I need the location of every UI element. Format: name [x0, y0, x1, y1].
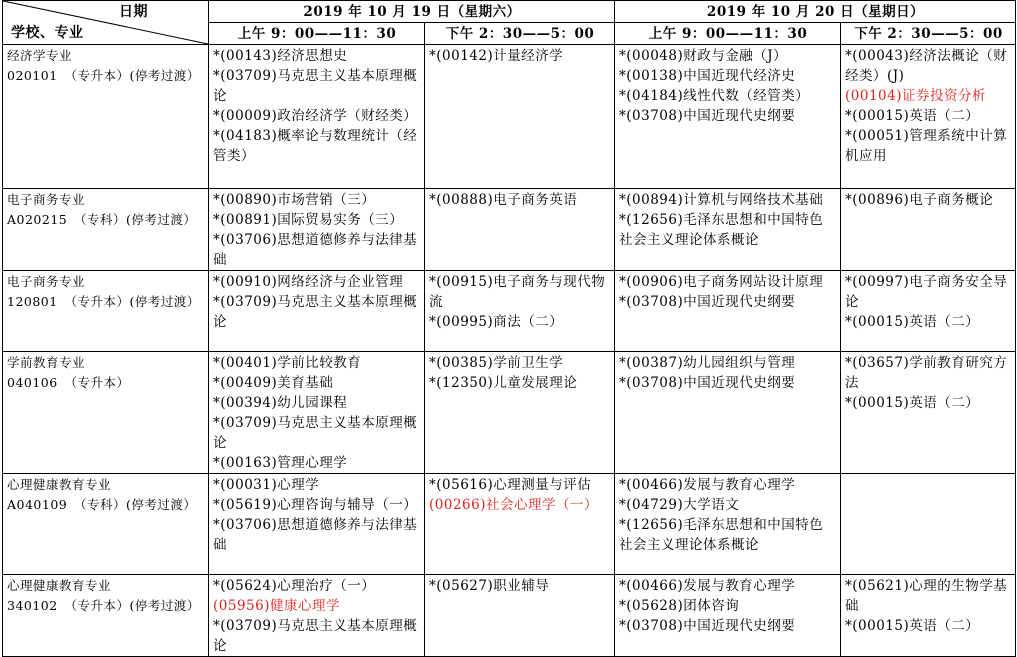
course-item: *(00387)幼儿园组织与管理	[619, 355, 796, 371]
day2-am-courses-cell	[615, 352, 841, 474]
day2-pm-courses-cell	[841, 575, 1016, 657]
course-item: *(00142)计量经济学	[429, 48, 564, 64]
course-item: *(03709)马克思主义基本原理概论	[213, 68, 418, 104]
course-item: *(04183)概率论与数理统计（经管类）	[213, 128, 418, 164]
course-item: *(03708)中国近现代史纲要	[619, 108, 796, 124]
major-name: 学前教育专业	[7, 355, 86, 370]
course-item: *(00031)心理学	[213, 477, 320, 493]
course-item: *(04184)线性代数（经管类）	[619, 88, 810, 104]
course-item: *(03708)中国近现代史纲要	[619, 294, 796, 310]
day1-pm-session-header: 下午 2：30——5：00	[425, 23, 615, 45]
course-item: *(00043)经济法概论（财经类）(J)	[845, 48, 1008, 84]
day1-am-courses-cell	[209, 575, 425, 657]
day2-am-courses-cell	[615, 575, 841, 657]
course-item: *(00906)电子商务网站设计原理	[619, 274, 824, 290]
course-item: *(03709)马克思主义基本原理概论	[213, 294, 418, 330]
major-cell	[3, 271, 209, 352]
course-item: *(12350)儿童发展理论	[429, 375, 578, 391]
day2-pm-courses-cell	[841, 189, 1016, 271]
day1-pm-courses-cell	[425, 189, 615, 271]
day2-pm-courses-cell	[841, 352, 1016, 474]
day1-am-courses-cell	[209, 271, 425, 352]
major-cell	[3, 189, 209, 271]
day1-pm-courses-cell	[425, 45, 615, 189]
course-item: *(00995)商法（二）	[429, 314, 564, 330]
day1-pm-courses-cell	[425, 352, 615, 474]
course-item: *(00015)英语（二）	[845, 618, 980, 634]
course-item: *(05616)心理测量与评估	[429, 477, 592, 493]
course-item: *(05628)团体咨询	[619, 598, 740, 614]
course-item: *(00051)管理系统中计算机应用	[845, 128, 1008, 164]
table-row	[3, 352, 1016, 474]
day1-am-courses-cell	[209, 189, 425, 271]
day1-am-courses-cell	[209, 474, 425, 575]
major-name: 经济学专业	[7, 48, 73, 63]
major-code: A040109 （专科）(停考过渡）	[7, 497, 197, 512]
major-code: 120801 （专升本）(停考过渡）	[7, 294, 200, 309]
course-item: *(00015)英语（二）	[845, 108, 980, 124]
table-row	[3, 189, 1016, 271]
course-item: (00104)证券投资分析	[845, 88, 986, 104]
course-item: *(00997)电子商务安全导论	[845, 274, 1008, 310]
major-code: 040106 （专升本）	[7, 375, 130, 390]
course-item: *(00163)管理心理学	[213, 455, 348, 471]
day2-header: 2019 年 10 月 20 日（星期日）	[615, 1, 1016, 23]
course-item: *(12656)毛泽东思想和中国特色社会主义理论体系概论	[619, 212, 824, 248]
course-item: *(05624)心理治疗（一）	[213, 578, 376, 594]
major-name: 心理健康教育专业	[7, 477, 112, 492]
course-item: *(05619)心理咨询与辅导（一）	[213, 497, 418, 513]
course-item: *(00048)财政与金融（J）	[619, 48, 788, 64]
major-code: 020101 （专升本）(停考过渡）	[7, 68, 200, 83]
course-item: *(03709)马克思主义基本原理概论	[213, 618, 418, 654]
course-item: *(03708)中国近现代史纲要	[619, 618, 796, 634]
major-cell	[3, 575, 209, 657]
day1-pm-courses-cell	[425, 575, 615, 657]
course-item: *(00894)计算机与网络技术基础	[619, 192, 824, 208]
course-item: *(00015)英语（二）	[845, 395, 980, 411]
table-row	[3, 45, 1016, 189]
course-item: (00266)社会心理学（一）	[429, 497, 598, 513]
major-cell	[3, 45, 209, 189]
table-row	[3, 575, 1016, 657]
course-item: *(00466)发展与教育心理学	[619, 578, 796, 594]
course-item: *(05621)心理的生物学基础	[845, 578, 1008, 614]
course-item: *(03709)马克思主义基本原理概论	[213, 415, 418, 451]
course-item: *(03708)中国近现代史纲要	[619, 375, 796, 391]
course-item: *(00896)电子商务概论	[845, 192, 994, 208]
day1-am-courses-cell	[209, 45, 425, 189]
course-item: *(00394)幼儿园课程	[213, 395, 348, 411]
course-item: *(00401)学前比较教育	[213, 355, 362, 371]
day2-pm-courses-cell	[841, 45, 1016, 189]
course-item: *(00138)中国近现代经济史	[619, 68, 796, 84]
course-item: *(04729)大学语文	[619, 497, 740, 513]
table-row	[3, 271, 1016, 352]
day2-am-session-header: 上午 9：00——11：30	[615, 23, 841, 45]
course-item: *(00015)英语（二）	[845, 314, 980, 330]
major-name: 电子商务专业	[7, 192, 86, 207]
day1-pm-courses-cell	[425, 271, 615, 352]
day1-am-session-header: 上午 9：00——11：30	[209, 23, 425, 45]
major-code: 340102 （专升本）(停考过渡）	[7, 598, 200, 613]
day2-pm-courses-cell	[841, 271, 1016, 352]
day1-am-courses-cell	[209, 352, 425, 474]
course-item: *(00888)电子商务英语	[429, 192, 578, 208]
course-item: *(00915)电子商务与现代物流	[429, 274, 606, 310]
header-corner-cell	[3, 1, 209, 45]
major-cell	[3, 352, 209, 474]
course-item: *(00890)市场营销（三）	[213, 192, 376, 208]
day2-am-courses-cell	[615, 45, 841, 189]
course-item: *(03657)学前教育研究方法	[845, 355, 1008, 391]
day1-header: 2019 年 10 月 19 日（星期六）	[209, 1, 615, 23]
schedule-body	[3, 45, 1016, 657]
day1-pm-courses-cell	[425, 474, 615, 575]
course-item: *(12656)毛泽东思想和中国特色社会主义理论体系概论	[619, 517, 824, 553]
major-cell	[3, 474, 209, 575]
course-item: *(00009)政治经济学（财经类）	[213, 108, 418, 124]
day2-am-courses-cell	[615, 189, 841, 271]
course-item: *(00409)美育基础	[213, 375, 334, 391]
course-item: *(03706)思想道德修养与法律基础	[213, 232, 418, 268]
course-item: *(00891)国际贸易实务（三）	[213, 212, 404, 228]
corner-label-school-major: 学校、专业	[11, 25, 84, 41]
course-item: *(00910)网络经济与企业管理	[213, 274, 404, 290]
day2-pm-courses-cell	[841, 474, 1016, 575]
course-item: *(00385)学前卫生学	[429, 355, 564, 371]
day2-pm-session-header: 下午 2：30——5：00	[841, 23, 1016, 45]
course-item: *(05627)职业辅导	[429, 578, 550, 594]
day2-am-courses-cell	[615, 271, 841, 352]
table-row	[3, 474, 1016, 575]
major-name: 心理健康教育专业	[7, 578, 112, 593]
day2-am-courses-cell	[615, 474, 841, 575]
course-item: (05956)健康心理学	[213, 598, 340, 614]
corner-label-date: 日期	[119, 4, 148, 20]
course-item: *(00466)发展与教育心理学	[619, 477, 796, 493]
course-item: *(03706)思想道德修养与法律基础	[213, 517, 418, 553]
exam-schedule-table	[2, 0, 1016, 657]
major-code: A020215 （专科）(停考过渡）	[7, 212, 197, 227]
course-item: *(00143)经济思想史	[213, 48, 348, 64]
major-name: 电子商务专业	[7, 274, 86, 289]
